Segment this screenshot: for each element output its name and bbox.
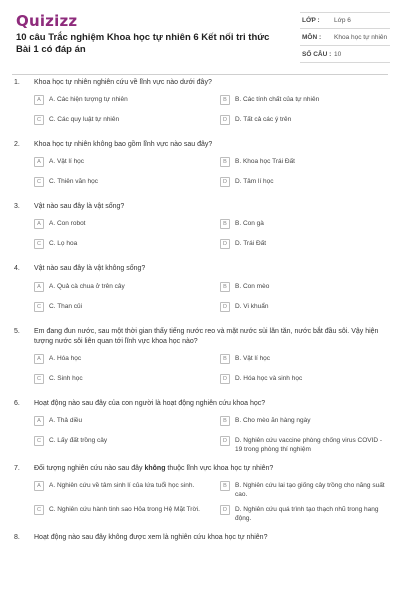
meta-value: Khoa học tự nhiên <box>334 33 388 41</box>
question-line <box>14 533 386 543</box>
option-letter-box: D <box>220 177 230 187</box>
option-text: A. Quả cà chua ở trên cây <box>49 282 125 290</box>
option-text: C. Lấy đất trồng cây <box>49 436 108 444</box>
question-line <box>14 264 386 274</box>
option-letter-box: D <box>220 302 230 312</box>
answer-option <box>220 238 386 254</box>
option-text: A. Các hiện tượng tự nhiên <box>49 96 128 104</box>
option-letter-box: C <box>34 374 44 384</box>
option-text: D. Nghiên cứu quá trình tạo thạch nhũ trong hang động. <box>235 505 379 522</box>
option-letter-box: C <box>34 302 44 312</box>
question-line <box>14 327 386 347</box>
option-text: C. Thiên văn học <box>49 178 99 186</box>
meta-row-question-count <box>300 46 390 63</box>
question-text: Khoa học tự nhiên nghiên cứu về lĩnh vực nào dưới đây? <box>34 79 212 86</box>
question-spacer <box>0 317 400 327</box>
option-text: A. Hóa học <box>49 354 82 362</box>
answer-option <box>34 480 200 499</box>
question-spacer <box>0 389 400 399</box>
option-text: D. Hóa học và sinh học <box>235 374 303 382</box>
answer-option <box>220 480 386 499</box>
option-text: A. Nghiên cứu về tâm sinh lí của lứa tuổi học sinh. <box>49 482 195 490</box>
options-grid <box>34 480 386 522</box>
answer-option <box>220 504 386 523</box>
option-letter-box: C <box>34 115 44 125</box>
option-letter-box: A <box>34 219 44 229</box>
question-number: 1. <box>14 79 20 86</box>
worksheet-meta-table <box>300 12 390 63</box>
options-grid <box>34 415 386 454</box>
answer-option <box>220 94 386 110</box>
option-text: B. Nghiên cứu lai tạo giống cây trồng cho năng suất cao. <box>235 482 385 499</box>
meta-row-class <box>300 12 390 29</box>
answer-option <box>34 218 200 234</box>
question-block <box>0 78 400 130</box>
quizizz-logo: Quizizz <box>16 12 78 30</box>
answer-option <box>34 415 200 431</box>
options-grid <box>34 218 386 254</box>
option-letter-box: D <box>220 374 230 384</box>
question-text: Vật nào sau đây là vật sống? <box>34 203 125 211</box>
meta-value: Lớp 6 <box>334 17 351 24</box>
question-spacer <box>0 192 400 202</box>
header-divider <box>12 74 388 75</box>
option-text: B. Cho mèo ăn hàng ngày <box>235 416 311 424</box>
options-grid <box>34 353 386 389</box>
option-letter-box: C <box>34 177 44 187</box>
answer-option <box>34 373 200 389</box>
option-letter-box: C <box>34 436 44 446</box>
worksheet-title: 10 câu Trắc nghiệm Khoa học tự nhiên 6 Kết nối tri thức Bài 1 có đáp án <box>16 32 270 56</box>
option-text: A. Vật lí học <box>49 158 85 166</box>
answer-option <box>220 156 386 172</box>
option-text: D. Trái Đất <box>235 240 267 248</box>
answer-option <box>220 301 386 317</box>
answer-option <box>34 281 200 297</box>
question-block <box>0 399 400 454</box>
question-line <box>14 399 386 409</box>
option-letter-box: A <box>34 354 44 364</box>
option-letter-box: B <box>220 416 230 426</box>
option-letter-box: B <box>220 95 230 105</box>
meta-label: SỐ CÂU : <box>302 50 332 58</box>
question-text: Vật nào sau đây là vật không sống? <box>34 265 146 273</box>
question-line <box>14 202 386 212</box>
option-letter-box: D <box>220 505 230 515</box>
option-letter-box: A <box>34 95 44 105</box>
meta-label: MÔN : <box>302 33 322 41</box>
option-text: C. Lọ hoa <box>49 240 78 248</box>
option-letter-box: B <box>220 481 230 491</box>
question-spacer <box>0 454 400 464</box>
option-text: A. Con robot <box>49 220 86 228</box>
meta-row-subject <box>300 29 390 46</box>
option-letter-box: D <box>220 115 230 125</box>
question-number: 2. <box>14 141 20 149</box>
options-grid <box>34 94 386 130</box>
answer-option <box>34 176 200 192</box>
option-letter-box: B <box>220 219 230 229</box>
question-spacer <box>0 254 400 264</box>
question-text-part: Đối tượng nghiên cứu nào sau đây <box>34 465 145 473</box>
question-block <box>0 140 400 192</box>
answer-option <box>220 114 386 130</box>
answer-option <box>34 156 200 172</box>
question-number: 5. <box>14 327 20 335</box>
question-text-part: thuộc lĩnh vực khoa học tự nhiên? <box>165 465 274 473</box>
question-spacer <box>0 523 400 533</box>
option-text: B. Con mèo <box>235 282 270 290</box>
option-text: C. Than củi <box>49 302 83 310</box>
option-text: B. Khoa học Trái Đất <box>235 158 295 166</box>
question-block <box>0 202 400 254</box>
option-letter-box: A <box>34 157 44 167</box>
option-letter-box: C <box>34 239 44 249</box>
question-text <box>34 464 386 474</box>
question-block <box>0 533 400 543</box>
answer-option <box>34 504 200 523</box>
answer-option <box>34 353 200 369</box>
question-block <box>0 264 400 316</box>
option-text: A. Thả diều <box>49 416 83 424</box>
options-grid <box>34 281 386 317</box>
answer-option <box>220 373 386 389</box>
option-letter-box: B <box>220 282 230 292</box>
answer-option <box>34 238 200 254</box>
question-number: 3. <box>14 203 20 211</box>
option-text: C. Sinh học <box>49 374 83 382</box>
option-letter-box: D <box>220 239 230 249</box>
option-text: C. Các quy luật tự nhiên <box>49 116 120 124</box>
answer-option <box>34 114 200 130</box>
question-text-emphasis: không <box>144 465 166 473</box>
options-grid <box>34 156 386 192</box>
option-text: B. Con gà <box>235 220 264 228</box>
question-list <box>0 78 400 600</box>
question-line <box>14 78 386 88</box>
question-spacer <box>0 543 400 553</box>
option-text: B. Vật lí học <box>235 354 271 362</box>
question-number: 6. <box>14 399 20 407</box>
option-letter-box: D <box>220 436 230 446</box>
option-letter-box: B <box>220 157 230 167</box>
answer-option <box>220 353 386 369</box>
option-text: D. Tất cả các ý trên <box>235 116 292 124</box>
question-text: Em đang đun nước, sau một thời gian thấy tiếng nước reo và mặt nước sủi lăn tăn, nước bắt đầu sôi. Vậy hiện tượng nước sôi liên quan tới lĩnh vực khoa học nào? <box>34 327 379 345</box>
answer-option <box>220 218 386 234</box>
option-letter-box: C <box>34 505 44 515</box>
question-spacer <box>0 130 400 140</box>
question-number: 7. <box>14 465 20 473</box>
option-text: C. Nghiên cứu hành tinh sao Hỏa trong Hệ Mặt Trời. <box>49 505 200 513</box>
answer-option <box>220 415 386 431</box>
answer-option <box>220 435 386 454</box>
question-block <box>0 464 400 523</box>
meta-value: 10 <box>334 50 342 58</box>
question-line <box>14 140 386 150</box>
option-text: D. Nghiên cứu vaccine phòng chống virus COVID - 19 trong phòng thí nghiệm <box>235 436 383 454</box>
option-text: D. Vi khuẩn <box>235 302 269 310</box>
answer-option <box>34 94 200 110</box>
option-letter-box: A <box>34 282 44 292</box>
question-number: 4. <box>14 265 20 273</box>
option-text: B. Các tính chất của tự nhiên <box>235 96 320 104</box>
question-text: Hoạt động nào sau đây không được xem là nghiên cứu khoa học tự nhiên? <box>34 533 268 541</box>
worksheet-header <box>0 0 400 70</box>
option-letter-box: A <box>34 481 44 491</box>
question-line <box>14 464 386 474</box>
meta-label: LỚP : <box>302 17 320 24</box>
option-text: D. Tâm lí học <box>235 178 274 186</box>
option-letter-box: B <box>220 354 230 364</box>
answer-option <box>34 301 200 317</box>
answer-option <box>220 176 386 192</box>
question-number: 8. <box>14 533 20 541</box>
answer-option <box>34 435 200 454</box>
question-text: Khoa học tự nhiên không bao gồm lĩnh vực nào sau đây? <box>34 141 213 149</box>
question-text: Hoạt động nào sau đây của con người là hoạt động nghiên cứu khoa học? <box>34 399 266 407</box>
answer-option <box>220 281 386 297</box>
question-block <box>0 327 400 389</box>
option-letter-box: A <box>34 416 44 426</box>
